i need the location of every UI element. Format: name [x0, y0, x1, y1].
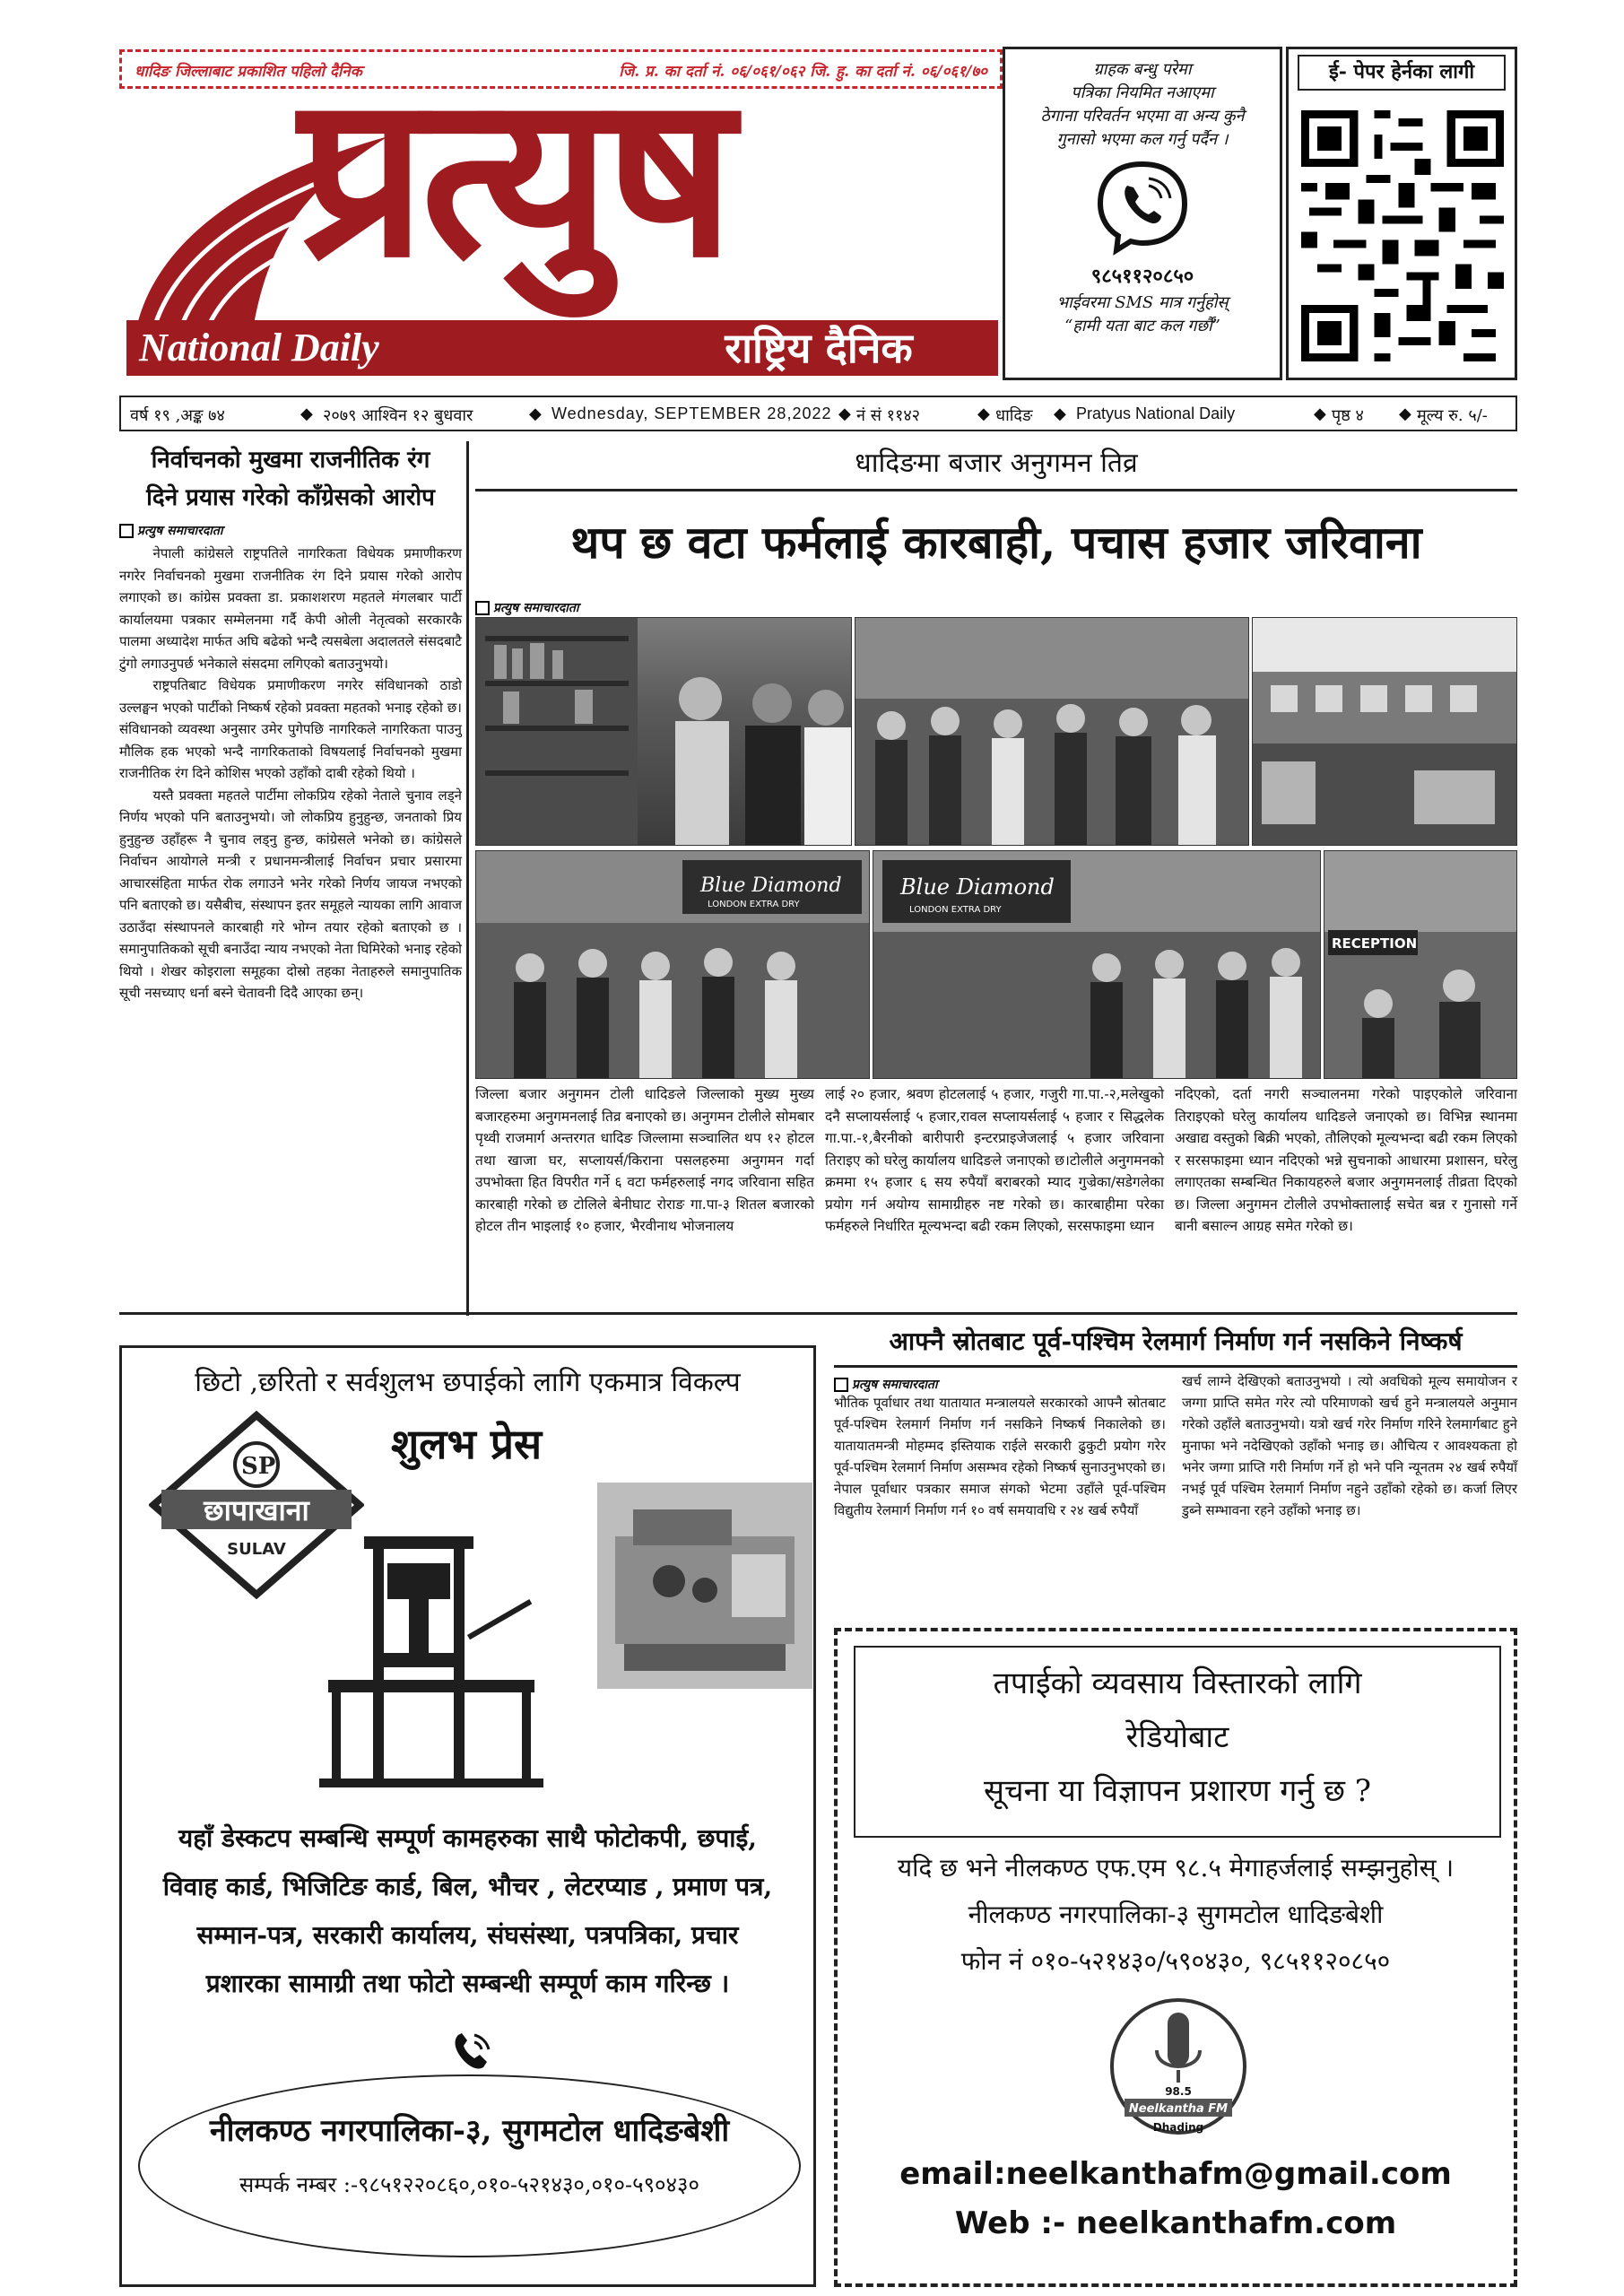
viber-phone-icon: [1093, 157, 1192, 256]
logo-en: SULAV: [227, 1540, 286, 1559]
byline: प्रत्युष समाचारदाता: [475, 599, 578, 616]
paragraph: यस्तै प्रवक्ता महतले पार्टीमा लोकप्रिय रहेको नेताले चुनाव लड्ने निर्णय भएको पनि बताउनुभयो। जो लोकप्रिय हुनुहुन्छ, जनताको प्रिय हुनुहुन्छ उहाँहरू नै चुनाव लड्नु हुन्छ, कांग्रेसले भनेको छ। कांग्रेसले निर्वाचन आयोगले मन्त्री र प्रधानमन्त्रीलाई निर्वाचन प्रचार प्रसारमा आचारसंहिता मार्फत रोक लगाउने भनेर गरेको निर्णय जायज नभएको पनि बताएको छ। यसैबीच, संस्थापन इतर समूहले न्यायका लागि आवाज उठाउँदा संस्थापनले कारबाही गरे भोग्न तयार रहेको बताएको छ । समानुपातिकको सूची बनाउँदा न्याय नभएको नेता घिमिरेको भनाइ रहेको थियो । शेखर कोइराला समूहका दोस्रो तहका नेताहरुले समानुपातिक सूची नसच्याए धर्ना बस्ने चेतावनी दिदै आएका छन्।: [119, 787, 462, 1001]
dateline-bar: [119, 396, 1517, 431]
reception-photo[interactable]: [1324, 850, 1517, 1079]
neelkantha-fm-logo: [1107, 1995, 1250, 2147]
shop-shelves-image: [476, 618, 852, 846]
market-inspection-photo[interactable]: [475, 617, 852, 846]
building-photo[interactable]: [1252, 617, 1517, 846]
reception-sign-text: RECEPTION: [1332, 935, 1418, 952]
radio-info: [838, 1845, 1514, 1985]
epaper-box: [1286, 47, 1517, 380]
liquor-shop-image-2: [873, 851, 1321, 1079]
logo-place: Dhading: [1152, 2121, 1204, 2134]
byline-box-icon: [119, 524, 134, 538]
place-name: धादिङ: [995, 406, 1033, 425]
ad-tagline: छिटो ,छरितो र सर्वशुलभ छपाईको लागि एकमात्र विकल्प: [195, 1367, 741, 1398]
bullet-icon: ◆: [1314, 404, 1326, 423]
service-line: सम्मान-पत्र, सरकारी कार्यालय, संघसंस्था, पत्रपत्रिका, प्रचार: [196, 1920, 739, 1950]
rail-column-1: भौतिक पूर्वाधार तथा यातायात मन्त्रालयले सरकारको आफ्नै स्रोतबाट पूर्व-पश्चिम रेलमार्ग निर्माण गर्न नसकिने निष्कर्ष निकालेको छ। यातायातमन्त्री मोहम्मद इस्तियाक राईले सरकारी ढुकुटी प्रयोग गरेर पूर्व-पश्चिम रेलमार्ग निर्माण असम्भव रहेको निष्कर्ष सुनाउनुभएको छ। नेपाल पूर्वाधार पत्रकार समाज संगको भेटमा उहाँले पूर्व-पश्चिम विद्युतीय रेलमार्ग निर्माण गर्न १० वर्ष समयावधि र २४ खर्ब रुपैयाँ: [834, 1395, 1166, 1518]
viber-sms-note: भाईवरमा SMS मात्र गर्नुहोस्: [1056, 293, 1229, 312]
headline-line-2: दिने प्रयास गरेको काँग्रेसको आरोप: [146, 484, 435, 511]
notice-phone: ९८५११२०८५०: [1090, 265, 1194, 288]
issue-number: वर्ष १९ ,अङ्क ७४: [130, 406, 225, 425]
story-column-3: नदिएको, दर्ता नगरी सञ्चालनमा गरेको पाइएकोले जरिवाना तिराइएको घरेलु कार्यालय धादिङले जनाएको छ। विभिन्न स्थानमा अखाद्य वस्तुको बिक्री भएको, तौलिएको मूल्यभन्दा बढी रकम लिएको र सरसफाइमा ध्यान नदिएको भन्ने सुचनाको आधारमा प्रशासन, घरेलु लगाएतका सम्बन्धित निकायहरुले बजार अनुगमनलाई तीव्रता दिएको छ। जिल्ला अनुगमन टोलीले उपभोक्तालाई सचेत बन्न र गुनासो गर्ने बानी बसाल्न आग्रह समेत गरेको छ।: [1175, 1086, 1517, 1234]
headline-line-1: निर्वाचनको मुखमा राजनीतिक रंग: [151, 447, 430, 474]
notice-line: ठेगाना परिवर्तन भएमा वा अन्य कुनै: [1040, 107, 1245, 126]
bullet-icon: ◆: [838, 404, 851, 423]
nepali-date: २०७९ आश्विन १२ बुधवार: [323, 406, 473, 425]
email-link[interactable]: email:neelkanthafm@gmail.com: [899, 2156, 1452, 2192]
article-kicker: धादिङमा बजार अनुगमन तिव्र: [855, 448, 1138, 479]
logo-text: छापाखाना: [204, 1493, 309, 1527]
bullet-icon: ◆: [300, 404, 313, 423]
paragraph: नेपाली कांग्रेसले राष्ट्रपतिले नागरिकता विधेयक प्रमाणीकरण नगरेर निर्वाचनको मुखमा राजनीतिक रंग दिने प्रयास गरेको आरोप लगाएको छ। कांग्रेस प्रवक्ता डा. प्रकाशशरण महतले मंगलबार पार्टी कार्यालयमा पत्रकार सम्मेलनमा गर्दै केपी ओली नेतृत्वको सरकारकै पालमा अध्यादेश मार्फत अघि बढेको भन्दै त्यसबेला अदालतले संसदबाटै टुंगो लगाउनुपर्छ भनेकाले संसदमा लगिएको बताउनुभयो।: [119, 545, 462, 672]
shop-photo[interactable]: [475, 850, 870, 1079]
sulav-press-ad: [119, 1345, 816, 2287]
notice-line: पत्रिका नियमित नआएमा: [1071, 83, 1214, 102]
notice-line: ग्राहक बन्धु परेमा: [1093, 60, 1192, 79]
logo-name: Neelkantha FM: [1128, 2102, 1229, 2116]
service-line: विवाह कार्ड, भिजिटिङ कार्ड, बिल, भौचर , लेटरप्याड , प्रमाण पत्र,: [162, 1872, 773, 1901]
website-link[interactable]: Web :- neelkanthafm.com: [954, 2205, 1397, 2241]
rule: [475, 489, 1517, 491]
rastriya-dainik-label: राष्ट्रिय दैनिक: [639, 320, 998, 376]
inspection-team-image: [855, 618, 1249, 846]
radio-line-3: सूचना या विज्ञापन प्रशारण गर्नु छ ?: [984, 1773, 1371, 1809]
sign-text: Blue Diamond: [700, 874, 842, 897]
service-line: प्रशारका सामाग्री तथा फोटो सम्बन्धी सम्पूर्ण काम गरिन्छ ।: [205, 1969, 730, 1998]
radio-info-line: यदि छ भने नीलकण्ठ एफ.एम ९८.५ मेगाहर्जलाई सम्झनुहोस् ।: [897, 1853, 1455, 1883]
notice-line: गुनासो भएमा कल गर्नु पर्दैन ।: [1056, 130, 1229, 149]
reader-notice-box: [1003, 47, 1282, 380]
article-body: [119, 543, 462, 1004]
byline: प्रत्युष समाचारदाता: [119, 522, 462, 539]
shop-photo-2[interactable]: [873, 850, 1321, 1079]
english-date: Wednesday, SEPTEMBER 28,2022: [551, 404, 832, 422]
story-column-2: लाई २० हजार, श्रवण होटललाई ५ हजार, गजुरी गा.पा.-२,मलेखुको दनै सप्लायर्सलाई ५ हजार,रावल सप्लायर्सलाई ५ हजार र सिद्धलेक गा.पा.-१,बैरनीको बारीपारी इन्टरप्राइजेजलाई ५ हजार जरिवाना तिराइए को घरेलु कार्यालय धादिङले जनाएको छ।टोलीले अनुगमनको क्रममा १५ हजार ६ सय रुपैयाँ बराबरको म्याद गुज्रेका/सडेगलेका प्रयोग गर्न अयोग्य सामाग्रीहरु नष्ट गरेको छ। कारबाहीमा परेका फर्महरुले निर्धारित मूल्यभन्दा बढी रकम लिएको, सरसफाइमा ध्यान: [825, 1086, 1164, 1234]
hand-press-image: [310, 1527, 552, 1796]
sign-subtext: LONDON EXTRA DRY: [909, 905, 1002, 915]
phone-icon: [449, 2030, 494, 2074]
main-headline[interactable]: थप छ वटा फर्मलाई कारबाही, पचास हजार जरिवाना: [570, 516, 1422, 569]
column-divider: [466, 441, 469, 1316]
article-headline[interactable]: [119, 441, 462, 517]
bullet-icon: ◆: [977, 404, 990, 423]
byline-box-icon: [834, 1378, 848, 1392]
service-line: यहाँ डेस्कटप सम्बन्धि सम्पूर्ण कामहरुका साथै फोटोकपी, छपाई,: [178, 1823, 758, 1853]
press-address: नीलकण्ठ नगरपालिका-३, सुगमटोल धादिङबेशी: [209, 2113, 730, 2149]
story-column-1: जिल्ला बजार अनुगमन टोली धादिङले जिल्लाको मुख्य मुख्य बजारहरुमा अनुगमनलाई तिव्र बनाएको छ। अनुगमन टोलीले सोमबार पृथ्वी राजमार्ग अन्तरगत धादिङ जिल्लामा सञ्चालित थप १२ होटल तथा खाजा घर, सप्लायर्स/किराना पसलहरुमा अनुगमन गर्दा उपभोक्ता हित विपरीत गर्ने ६ वटा फर्महरुलाई नगद जरिवाना सहित कारबाही गरेको छ टोलिले बेनीघाट रोराङ गा.पा-३ शितल बजारको होटल तीन भाइलाई १० हजार, भैरवीनाथ भोजनालय: [475, 1086, 814, 1234]
offset-press-image: [597, 1483, 812, 1689]
radio-info-line: नीलकण्ठ नगरपालिका-३ सुगमटोल धादिङबेशी: [968, 1900, 1384, 1929]
page-count: पृष्ठ ४: [1332, 406, 1364, 425]
press-services: [122, 1814, 813, 2008]
team-photo[interactable]: [855, 617, 1249, 846]
national-daily-label: National Daily: [126, 320, 641, 376]
politics-article: [119, 441, 462, 1307]
radio-info-line: फोन नं ०१०-५२१४३०/५९०४३०, ९८५११२०८५०: [960, 1946, 1391, 1976]
offset-press-photo: [597, 1483, 812, 1689]
qr-code-icon[interactable]: [1301, 101, 1504, 370]
logo-letters: SP: [241, 1453, 276, 1480]
byline: प्रत्युष समाचारदाता: [834, 1376, 937, 1393]
serial-number: नं सं ११४२: [856, 406, 921, 425]
section-rule: [119, 1312, 1517, 1315]
masthead-title: प्रत्युष: [299, 46, 730, 307]
contact-oval: [138, 2074, 801, 2257]
press-contact: सम्पर्क नम्बर :-९८५१२२०८६०,०१०-५२१४३०,०१०-५९०४३०: [239, 2172, 699, 2197]
price: मूल्य रु. ५/-: [1417, 406, 1488, 425]
logo-frequency: 98.5: [1165, 2085, 1192, 2098]
rule: [834, 1365, 1517, 1368]
brand-name: Pratyus National Daily: [1076, 404, 1236, 422]
bullet-icon: ◆: [529, 404, 542, 423]
liquor-shop-image: [476, 851, 870, 1079]
radio-question-box: [854, 1646, 1501, 1838]
paragraph: राष्ट्रपतिबाट विधेयक प्रमाणीकरण नगरेर संविधानको ठाडो उल्लङ्घन भएको पार्टीको निष्कर्ष रहेको प्रवक्ता महतको भनाइ रहेको छ। संविधानको व्यवस्था अनुसार उमेर पुगेपछि नागरिकले नागरिकता पाउनु मौलिक हक भएको भन्दै नागरिकताको विषयलाई निर्वाचनको मुखमा राजनीतिक रंग दिने कोशिस भएको उहाँको दाबी रहेको थियो ।: [119, 677, 462, 781]
bullet-icon: ◆: [1054, 404, 1066, 423]
first-daily-tagline: धादिङ जिल्लाबाट प्रकाशित पहिलो दैनिक: [135, 63, 362, 81]
sign-text: Blue Diamond: [900, 874, 1055, 900]
rail-headline[interactable]: आफ्नै स्रोतबाट पूर्व-पश्चिम रेलमार्ग निर्माण गर्न नसकिने निष्कर्ष: [889, 1326, 1463, 1356]
press-name: शुलभ प्रेस: [391, 1420, 543, 1468]
bullet-icon: ◆: [1399, 404, 1411, 423]
byline-box-icon: [475, 601, 490, 615]
rail-column-2: खर्च लाग्ने देखिएको बताउनुभयो । त्यो अवधिको मूल्य समायोजन र जग्गा प्राप्ति समेत गरेर त्यो परिमाणको खर्च हुने मन्त्रालयले अनुमान गरेको उहाँले बताउनुभयो। यत्रो खर्च गरेर निर्माण गरिने रेलमार्गबाट हुने मुनाफा भने नदेखिएको उहाँको भनाइ छ। औचित्य र आवश्यकता हो भनेर जग्गा प्राप्ति गरी निर्माण गर्ने हो भने पनि न्यूनतम २४ खर्ब रुपैयाँ नभई पूर्व पश्चिम रेलमार्ग निर्माण नहुने उहाँको रहेको छ। कर्जा लिएर डुब्ने सम्भावना रहने उहाँको भनाइ छ।: [1182, 1373, 1517, 1518]
radio-line-1: तपाईको व्यवसाय विस्तारको लागि: [993, 1665, 1362, 1701]
radio-line-2: रेडियोबाट: [1125, 1719, 1229, 1755]
sign-subtext: LONDON EXTRA DRY: [708, 900, 800, 909]
registration-number: जि. प्र. का दर्ता नं. ०६/०६१/०६२ जि. हु. का दर्ता नं. ०६/०६१/७०: [619, 63, 987, 81]
epaper-label: ई- पेपर हेर्नका लागी: [1298, 55, 1506, 91]
hotel-building-image: [1253, 618, 1517, 846]
we-call-quote: “हामी यता बाट कल गर्छौं”: [1064, 317, 1220, 335]
reception-image: [1324, 851, 1517, 1079]
neelkantha-fm-ad: [834, 1628, 1517, 2287]
